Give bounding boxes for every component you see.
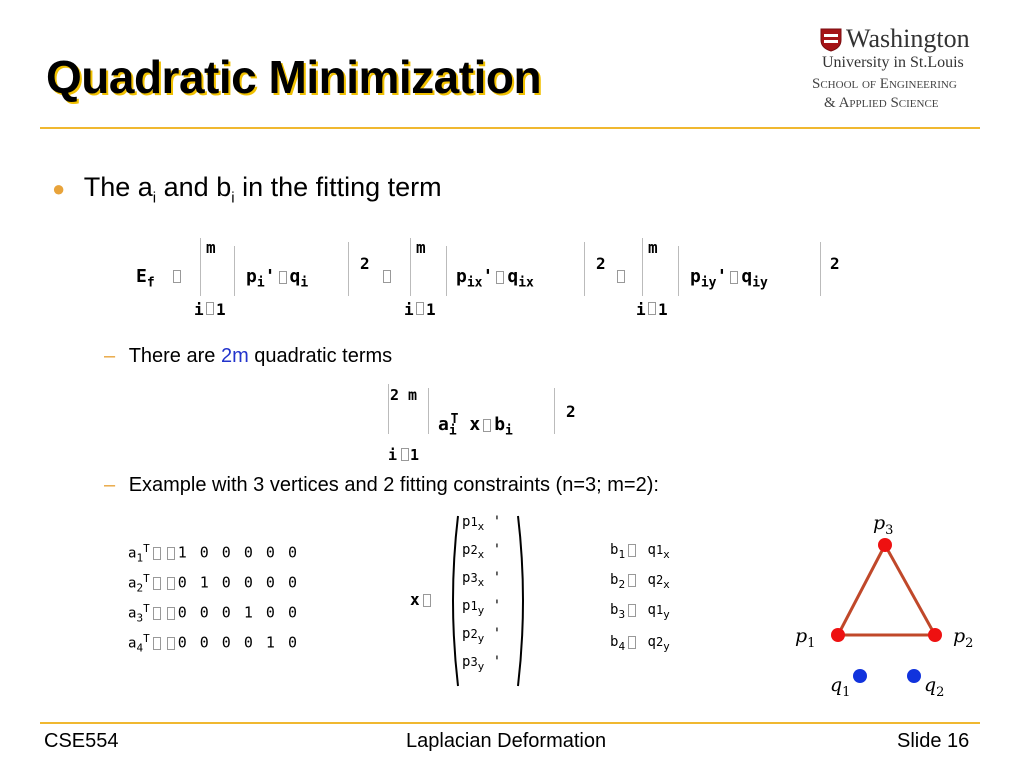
matrix-row: $a_4^T$ 0 0 0 0 1 0: [128, 632, 298, 655]
x-vector-entry: $p3_y$ ': [462, 654, 502, 673]
square-exponent-1: 2: [360, 254, 370, 273]
plus-glyph-2: [617, 270, 625, 283]
square-exponent: 2: [566, 402, 576, 421]
logo-line-3: School of Engineering: [812, 76, 957, 92]
logo-line-1: Washington: [846, 24, 970, 53]
dash-icon: –: [104, 474, 116, 496]
b-vector-entry: $b_2$ $q2_x$: [610, 572, 670, 591]
sub-bullet-quadratic-terms: [104, 345, 392, 368]
label-q1: $q_1$: [830, 674, 851, 700]
label-p3: $p_3$: [873, 512, 894, 538]
bullet-sub-i: i: [152, 189, 157, 207]
quadratic-sum-equation: [382, 384, 602, 466]
matrix-row: $a_2^T$ 0 1 0 0 0 0: [128, 572, 298, 595]
label-p1: $p_1$: [795, 625, 816, 651]
bullet-sub-i2: i: [231, 189, 235, 207]
sum-lower-1: 1: [410, 446, 420, 464]
bullet-text-b: and b: [156, 172, 232, 202]
university-logo: [812, 24, 984, 116]
sum-upper-3: m: [648, 238, 658, 257]
residual-term: $a_i^T$ x $b_i$: [438, 412, 513, 439]
sum-lower-i-3: i: [636, 300, 646, 319]
bullet-dot-icon: ●: [52, 176, 66, 201]
shield-icon: [820, 28, 842, 52]
sum-lower-1-2: 1: [426, 300, 436, 319]
mesh-edge: [838, 545, 885, 635]
b-vector-entry: $b_3$ $q1_y$: [610, 602, 670, 621]
footer-topic: Laplacian Deformation: [406, 730, 607, 752]
sum-lower-i-2: i: [404, 300, 414, 319]
sum-upper: 2 m: [390, 386, 418, 404]
sum-upper-1: m: [206, 238, 216, 257]
vertex-p2: [928, 628, 942, 642]
square-exponent-2: 2: [596, 254, 606, 273]
equals-glyph: [173, 270, 181, 283]
main-bullet: [52, 172, 442, 206]
x-vector-entry: $p2_y$ ': [462, 626, 502, 645]
bullet-text: [83, 172, 442, 207]
mesh-edge: [885, 545, 935, 635]
title-divider: [40, 127, 980, 129]
fitting-energy-equation: [130, 238, 860, 320]
matrix-row: $a_1^T$ 1 0 0 0 0 0: [128, 542, 298, 565]
dash-icon: –: [104, 345, 116, 367]
logo-line-2: University in St.Louis: [822, 54, 964, 71]
b-vector-entry: $b_4$ $q2_y$: [610, 634, 670, 653]
vertex-p3: [878, 538, 892, 552]
constraint-q1: [853, 669, 867, 683]
sum-lower-i-1: i: [194, 300, 204, 319]
sum-eq-glyph-3: [648, 302, 656, 315]
x-vector-label: x: [410, 590, 434, 609]
label-q2: $q_2$: [924, 674, 945, 700]
sub-bullet-example: [104, 474, 659, 497]
matrix-row: $a_3^T$ 0 0 0 1 0 0: [128, 602, 298, 625]
sub2-text: Example with 3 vertices and 2 fitting constraints (n=3; m=2):: [128, 474, 659, 496]
sum-eq-glyph-1: [206, 302, 214, 315]
square-exponent-3: 2: [830, 254, 840, 273]
sub1-post: quadratic terms: [248, 345, 393, 367]
sum-upper-2: m: [416, 238, 426, 257]
plus-glyph-1: [383, 270, 391, 283]
b-vector: [610, 542, 720, 660]
sub1-pre: There are: [128, 345, 221, 367]
term-3: $p_{iy}'$ $q_{iy}$: [690, 266, 768, 291]
slide-title: Quadratic Minimization: [46, 51, 542, 103]
footer-divider: [40, 722, 980, 724]
footer-slide-number: Slide 16: [897, 730, 970, 752]
x-vector-entries: [462, 514, 532, 684]
vertex-p1: [831, 628, 845, 642]
term-2: $p_{ix}'$ $q_{ix}$: [456, 266, 534, 291]
b-vector-entry: $b_1$ $q1_x$: [610, 542, 670, 561]
x-vector-entry: $p1_x$ ': [462, 514, 502, 533]
sum-lower-i: i: [388, 446, 398, 464]
x-vector-entry: $p2_x$ ': [462, 542, 502, 561]
logo-line-4: & Applied Science: [824, 95, 939, 111]
x-vector-entry: $p3_x$ ': [462, 570, 502, 589]
energy-symbol: $E_f$: [136, 266, 155, 291]
bullet-text-a: The a: [83, 172, 153, 202]
sum-eq-glyph-2: [416, 302, 424, 315]
constraint-matrix: [128, 538, 368, 658]
bullet-text-tail: in the fitting term: [234, 172, 442, 202]
sub1-highlight: 2m: [220, 345, 249, 367]
term-1: $p_i'$ $q_i$: [246, 266, 309, 291]
sum-eq-glyph: [401, 448, 409, 461]
constraint-q2: [907, 669, 921, 683]
sum-lower-1-1: 1: [216, 300, 226, 319]
footer-course: CSE554: [44, 730, 119, 752]
x-vector-entry: $p1_y$ ': [462, 598, 502, 617]
sum-lower-1-3: 1: [658, 300, 668, 319]
label-p2: $p_2$: [953, 625, 974, 651]
